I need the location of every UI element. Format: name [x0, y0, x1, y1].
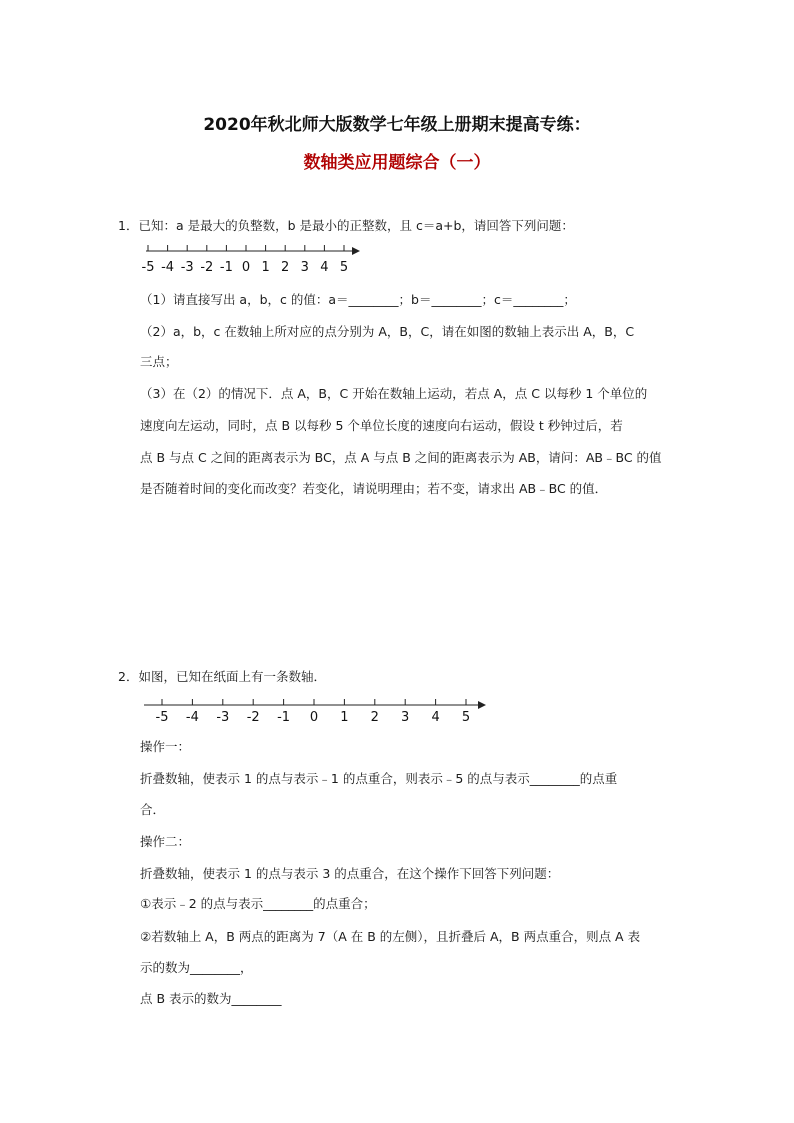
q2-op2-item2-line3: 点 B 表示的数为________	[140, 991, 282, 1006]
q2-op1-line2: 合．	[140, 802, 166, 817]
axis-tick-label: 4	[320, 260, 329, 275]
q2-op1-line1: 折叠数轴，使表示 1 的点与表示﹣1 的点重合，则表示﹣5 的点与表示________的点重	[140, 771, 618, 786]
q1-part3-line1: （3）在（2）的情况下．点 A，B，C 开始在数轴上运动，若点 A，点 C 以每秒 1 个单位的	[140, 386, 648, 401]
axis-tick-label: 2	[370, 710, 379, 725]
axis-tick-label: -5	[141, 260, 155, 275]
axis-tick-label: 0	[241, 260, 251, 275]
axis-tick-label: -2	[246, 710, 260, 725]
axis-tick-label: 3	[401, 710, 410, 725]
q2-number-line	[140, 697, 490, 737]
q1-part3-line2: 速度向左运动，同时，点 B 以每秒 5 个单位长度的速度向右运动，假设 t 秒钟过后，若	[140, 418, 623, 433]
q2-op2-item1: ①表示﹣2 的点与表示________的点重合；	[140, 896, 376, 911]
axis-tick-label: 4	[431, 710, 440, 725]
q1-part2-line1: （2）a，b，c 在数轴上所对应的点分别为 A，B，C，请在如图的数轴上表示出 A，B，C	[140, 324, 635, 339]
q2-op1-title: 操作一：	[140, 739, 191, 754]
axis-tick-label: -2	[200, 260, 214, 275]
q1-part2-line2: 三点；	[140, 354, 178, 369]
axis-tick-label: -1	[219, 260, 233, 275]
page-subtitle: 数轴类应用题综合（一）	[303, 153, 491, 173]
axis-tick-label: 1	[340, 710, 349, 725]
q1-number-line	[140, 243, 360, 283]
q1-part1: （1）请直接写出 a，b，c 的值：a＝________；b＝________；c＝________；	[140, 292, 576, 307]
axis-tick-label: 3	[300, 260, 309, 275]
axis-tick-label: 0	[309, 710, 319, 725]
q1-stem: 1．已知：a 是最大的负整数，b 是最小的正整数，且 c＝a+b，请回答下列问题：	[118, 218, 574, 233]
axis-tick-label: -5	[155, 710, 169, 725]
axis-arrow	[478, 701, 486, 709]
q2-op2-item2-line2: 示的数为________，	[140, 960, 253, 975]
axis-arrow	[352, 247, 360, 255]
axis-tick-label: 5	[339, 260, 349, 275]
q2-stem: 2．如图，已知在纸面上有一条数轴．	[118, 669, 326, 684]
q1-part3-line4: 是否随着时间的变化而改变？若变化，请说明理由；若不变，请求出 AB﹣BC 的值．	[140, 481, 608, 496]
axis-tick-label: 2	[281, 260, 290, 275]
axis-tick-label: 5	[461, 710, 471, 725]
axis-tick-label: -1	[277, 710, 291, 725]
page-title: 2020年秋北师大版数学七年级上册期末提高专练：	[203, 115, 591, 135]
axis-tick-label: -4	[185, 710, 199, 725]
q2-op2-title: 操作二：	[140, 834, 191, 849]
axis-tick-label: -4	[161, 260, 175, 275]
axis-tick-label: 1	[261, 260, 270, 275]
q2-op2-line1: 折叠数轴，使表示 1 的点与表示 3 的点重合，在这个操作下回答下列问题：	[140, 866, 560, 881]
axis-tick-label: -3	[180, 260, 194, 275]
axis-tick-label: -3	[216, 710, 230, 725]
q2-op2-item2-line1: ②若数轴上 A，B 两点的距离为 7（A 在 B 的左侧），且折叠后 A，B 两点重合，则点 A 表	[140, 929, 641, 944]
q1-part3-line3: 点 B 与点 C 之间的距离表示为 BC，点 A 与点 B 之间的距离表示为 AB，请问：AB﹣BC 的值	[140, 450, 662, 465]
